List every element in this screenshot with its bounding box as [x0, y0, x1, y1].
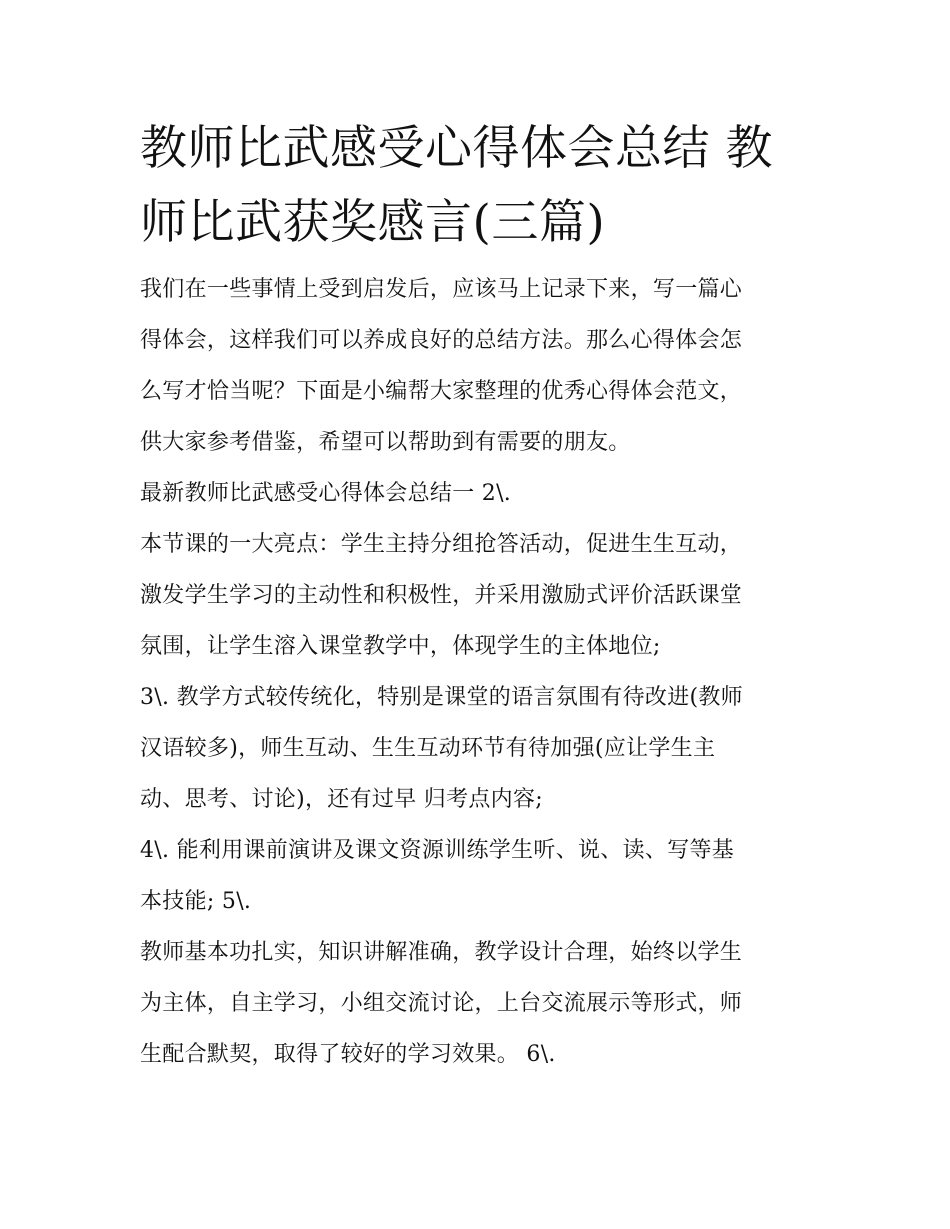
point-3-paragraph [140, 672, 820, 825]
highlight-paragraph [140, 519, 820, 672]
text-line: 汉语较多)，师生互动、生生互动环节有待加强(应让学生主 [140, 736, 716, 761]
text-line: 激发学生学习的主动性和积极性，并采用激励式评价活跃课堂 [140, 583, 743, 608]
text-line: 3\. 教学方式较传统化，特别是课堂的语言氛围有待改进(教师 [140, 685, 743, 710]
text-line: 为主体，自主学习，小组交流讨论，上台交流展示等形式，师 [140, 991, 743, 1016]
text-line: 本节课的一大亮点：学生主持分组抢答活动，促进生生互动， [140, 532, 743, 557]
text-line: 得体会，这样我们可以养成良好的总结方法。那么心得体会怎 [140, 328, 743, 353]
text-line: 4\. 能利用课前演讲及课文资源训练学生听、说、读、写等基 [140, 838, 735, 863]
text-line: 我们在一些事情上受到启发后，应该马上记录下来，写一篇心 [140, 277, 743, 302]
point-4-paragraph [140, 825, 820, 927]
title-line: 教师比武感受心得体会总结 教 [140, 121, 773, 176]
title-line: 师比武获奖感言(三篇) [140, 195, 606, 250]
text-line: 供大家参考借鉴，希望可以帮助到有需要的朋友。 [140, 430, 631, 455]
text-line: 教师基本功扎实，知识讲解准确，教学设计合理，始终以学生 [140, 940, 743, 965]
document-page [140, 112, 820, 1080]
intro-paragraph [140, 264, 820, 468]
document-title [140, 112, 820, 260]
teacher-skills-paragraph [140, 927, 820, 1080]
text-line: 最新教师比武感受心得体会总结一 2\. [140, 481, 512, 506]
text-line: 本技能; 5\. [140, 889, 252, 914]
section-heading-paragraph [140, 468, 820, 519]
text-line: 动、思考、讨论)，还有过早 归考点内容; [140, 787, 543, 812]
text-line: 氛围，让学生溶入课堂教学中，体现学生的主体地位; [140, 634, 661, 659]
text-line: 么写才恰当呢？下面是小编帮大家整理的优秀心得体会范文， [140, 379, 743, 404]
text-line: 生配合默契，取得了较好的学习效果。 6\. [140, 1042, 556, 1067]
